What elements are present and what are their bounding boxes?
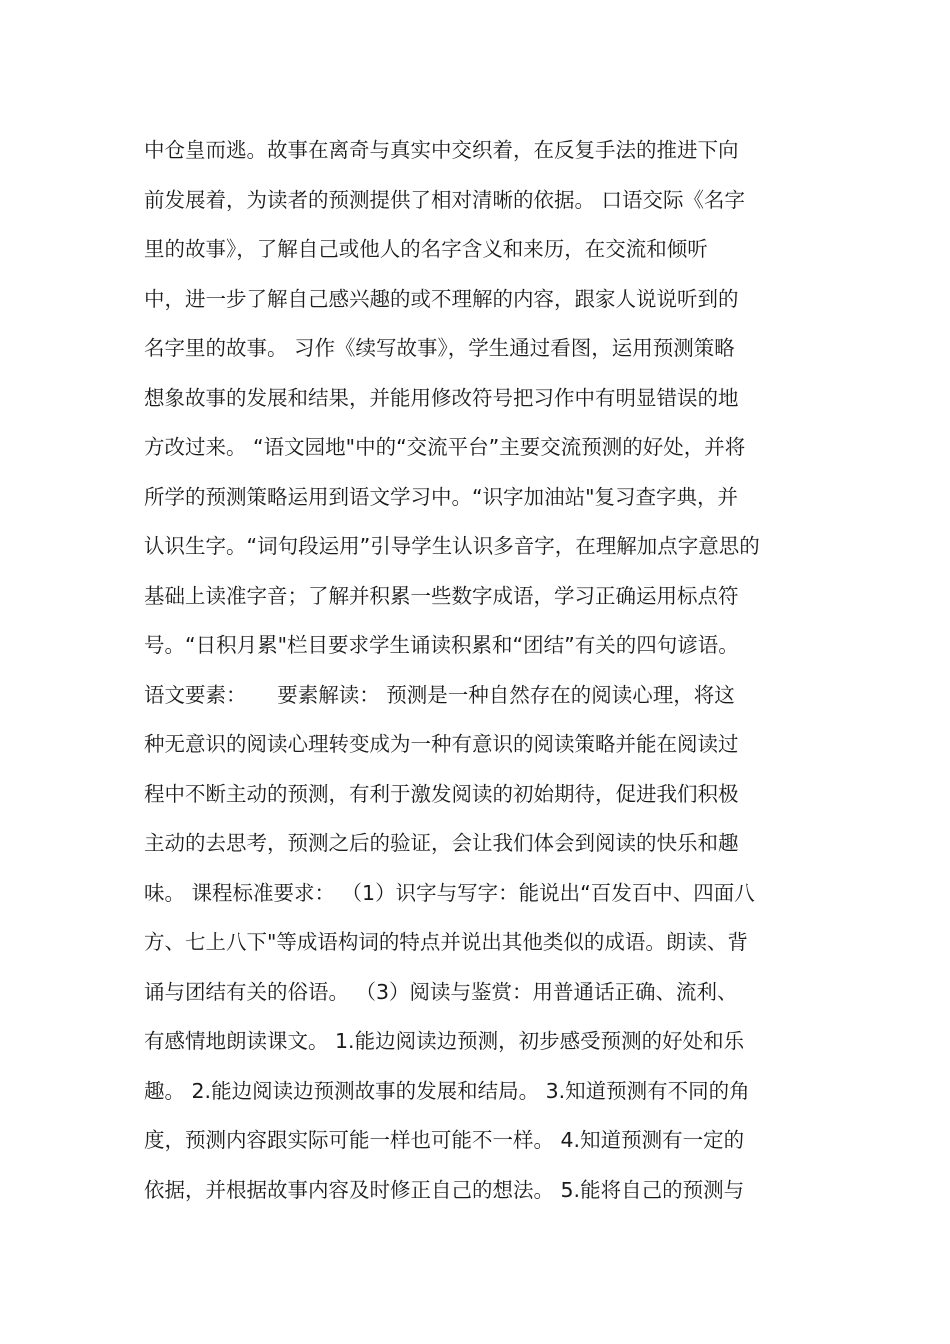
- body-text: [144, 126, 824, 1215]
- text-line: 号。“日积月累"栏目要求学生诵读积累和“团结”有关的四句谚语。: [144, 633, 739, 657]
- text-line: 所学的预测策略运用到语文学习中。“识字加油站"复习查字典，并: [144, 484, 739, 509]
- text-line: 诵与团结有关的俗语。 （3）阅读与鉴赏：用普通话正确、流利、: [144, 979, 738, 1004]
- text-line: 基础上读准字音；了解并积累一些数字成语，学习正确运用标点符: [144, 583, 739, 608]
- text-line: 中仓皇而逃。故事在离奇与真实中交织着，在反复手法的推进下向: [144, 138, 739, 162]
- text-line: 主动的去思考，预测之后的验证，会让我们体会到阅读的快乐和趣: [144, 831, 739, 855]
- text-line: 想象故事的发展和结果，并能用修改符号把习作中有明显错误的地: [144, 385, 739, 410]
- text-line: 味。 课程标准要求： （1）识字与写字：能说出“百发百中、四面八: [144, 880, 755, 905]
- text-line: 程中不断主动的预测，有利于激发阅读的初始期待，促进我们积极: [144, 781, 739, 806]
- text-line: 趣。 2.能边阅读边预测故事的发展和结局。 3.知道预测有不同的角: [144, 1078, 750, 1103]
- text-line: 里的故事》，了解自己或他人的名字含义和来历，在交流和倾听: [144, 237, 708, 261]
- text-line: 名字里的故事。 习作《续写故事》，学生通过看图，运用预测策略: [144, 336, 735, 360]
- text-line: 认识生字。“词句段运用”引导学生认识多音字，在理解加点字意思的: [144, 534, 760, 558]
- text-line: 种无意识的阅读心理转变成为一种有意识的阅读策略并能在阅读过: [144, 732, 739, 756]
- text-line: 方改过来。 “语文园地"中的“交流平台”主要交流预测的好处，并将: [144, 435, 746, 459]
- text-line: 中，进一步了解自己感兴趣的或不理解的内容，跟家人说说听到的: [144, 286, 739, 311]
- text-line: 前发展着，为读者的预测提供了相对清晰的依据。 口语交际《名字: [144, 187, 746, 212]
- text-line: 语文要素： 要素解读： 预测是一种自然存在的阅读心理，将这: [144, 682, 735, 707]
- text-line: 依据，并根据故事内容及时修正自己的想法。 5.能将自己的预测与: [144, 1177, 745, 1202]
- text-line: 方、七上八下"等成语构词的特点并说出其他类似的成语。朗读、背: [144, 930, 748, 954]
- text-line: 有感情地朗读课文。 1.能边阅读边预测，初步感受预测的好处和乐: [144, 1029, 745, 1053]
- text-line: 度，预测内容跟实际可能一样也可能不一样。 4.知道预测有一定的: [144, 1128, 745, 1152]
